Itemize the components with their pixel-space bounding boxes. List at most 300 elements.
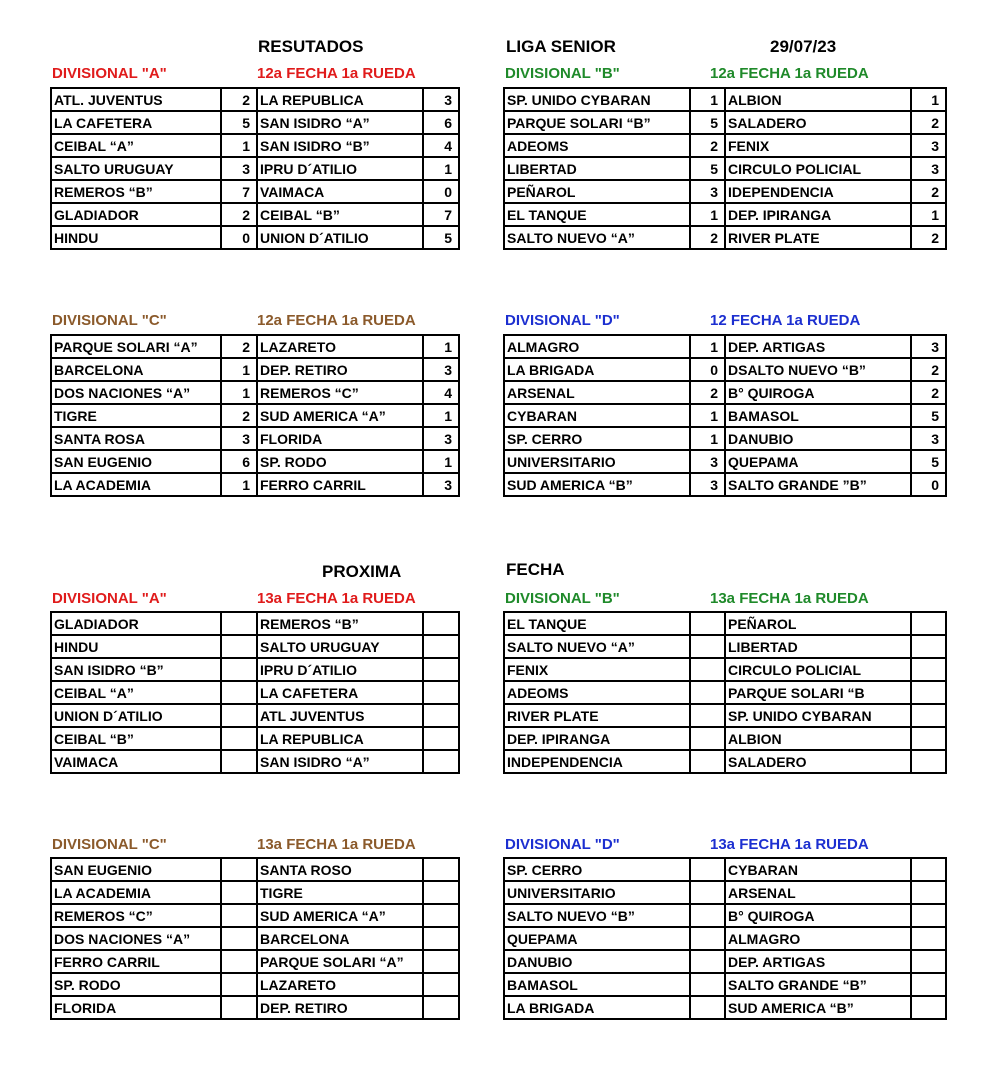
away-score: 1 [911, 203, 946, 226]
away-score: 2 [911, 358, 946, 381]
away-score [423, 727, 459, 750]
table-row [51, 134, 459, 157]
next-title-proxima: PROXIMA [322, 562, 402, 581]
next-b-division-heading: DIVISIONAL "B" [505, 590, 620, 607]
home-score: 1 [690, 88, 725, 111]
table-row [504, 612, 946, 635]
next-c-fecha-heading: 13a FECHA 1a RUEDA [257, 836, 416, 853]
home-score [221, 635, 257, 658]
away-score: 3 [423, 358, 459, 381]
away-team: ALBION [725, 88, 911, 111]
home-team: RIVER PLATE [504, 704, 690, 727]
away-score [423, 635, 459, 658]
away-score: 3 [423, 88, 459, 111]
table-row [504, 450, 946, 473]
home-team: DOS NACIONES “A” [51, 381, 221, 404]
home-score: 2 [221, 404, 257, 427]
table-row [504, 950, 946, 973]
home-score [221, 612, 257, 635]
away-score [911, 904, 946, 927]
home-score [221, 996, 257, 1019]
home-team: SAN EUGENIO [51, 450, 221, 473]
page-date: 29/07/23 [770, 37, 837, 56]
home-team: LA ACADEMIA [51, 881, 221, 904]
next-c-division-heading: DIVISIONAL "C" [52, 836, 167, 853]
away-team: SALTO GRANDE ”B” [725, 473, 911, 496]
results-d-fecha-heading: 12 FECHA 1a RUEDA [710, 312, 861, 329]
home-team: UNIVERSITARIO [504, 881, 690, 904]
table-row [51, 381, 459, 404]
home-score: 1 [690, 335, 725, 358]
away-score: 3 [423, 473, 459, 496]
table-row [51, 750, 459, 773]
results-a-match-table [50, 87, 460, 250]
home-team: DEP. IPIRANGA [504, 727, 690, 750]
home-score [690, 881, 725, 904]
home-team: CEIBAL “A” [51, 681, 221, 704]
away-team: DEP. ARTIGAS [725, 335, 911, 358]
table-row [51, 612, 459, 635]
results-c-fecha-heading: 12a FECHA 1a RUEDA [257, 312, 416, 329]
away-score [911, 881, 946, 904]
away-score: 4 [423, 134, 459, 157]
home-score [221, 658, 257, 681]
home-score [221, 750, 257, 773]
away-team: SAN ISIDRO “A” [257, 750, 423, 773]
table-row [51, 335, 459, 358]
away-score: 3 [911, 335, 946, 358]
table-row [504, 904, 946, 927]
away-score [911, 658, 946, 681]
results-a-division-heading: DIVISIONAL "A" [52, 65, 167, 82]
results-a-fecha-heading: 12a FECHA 1a RUEDA [257, 65, 416, 82]
home-score [690, 658, 725, 681]
home-score: 1 [690, 404, 725, 427]
away-team: SP. UNIDO CYBARAN [725, 704, 911, 727]
next-a-division-heading: DIVISIONAL "A" [52, 590, 167, 607]
results-d-division-heading: DIVISIONAL "D" [505, 312, 620, 329]
home-score: 5 [690, 111, 725, 134]
away-score [423, 996, 459, 1019]
home-score [690, 996, 725, 1019]
home-score: 2 [221, 88, 257, 111]
results-c-match-table [50, 334, 460, 497]
table-row [504, 404, 946, 427]
away-score [423, 750, 459, 773]
away-team: PEÑAROL [725, 612, 911, 635]
table-row [51, 858, 459, 881]
home-team: SP. RODO [51, 973, 221, 996]
page-title-liga: LIGA SENIOR [506, 37, 616, 56]
home-score: 3 [690, 473, 725, 496]
home-team: SAN EUGENIO [51, 858, 221, 881]
home-score [221, 858, 257, 881]
away-score: 5 [423, 226, 459, 249]
home-score [221, 904, 257, 927]
table-row [51, 88, 459, 111]
table-row [504, 973, 946, 996]
home-team: SAN ISIDRO “B” [51, 658, 221, 681]
table-row [51, 203, 459, 226]
table-row [504, 157, 946, 180]
next-d-fecha-heading: 13a FECHA 1a RUEDA [710, 836, 869, 853]
home-score: 3 [690, 450, 725, 473]
home-team: PARQUE SOLARI “B” [504, 111, 690, 134]
home-score [221, 927, 257, 950]
home-team: SALTO URUGUAY [51, 157, 221, 180]
away-team: DEP. RETIRO [257, 358, 423, 381]
away-score [423, 681, 459, 704]
away-score [911, 612, 946, 635]
table-row [504, 335, 946, 358]
table-row [51, 927, 459, 950]
table-row [51, 180, 459, 203]
away-team: SAN ISIDRO “A” [257, 111, 423, 134]
away-score [911, 635, 946, 658]
away-score [423, 612, 459, 635]
away-score: 1 [423, 404, 459, 427]
home-team: SUD AMERICA “B” [504, 473, 690, 496]
results-c-division-heading: DIVISIONAL "C" [52, 312, 167, 329]
home-team: LA CAFETERA [51, 111, 221, 134]
home-team: UNIVERSITARIO [504, 450, 690, 473]
away-score [423, 973, 459, 996]
table-row [504, 750, 946, 773]
home-team: CEIBAL “A” [51, 134, 221, 157]
away-score [911, 973, 946, 996]
home-score: 1 [690, 427, 725, 450]
table-row [51, 681, 459, 704]
away-team: IPRU D´ATILIO [257, 157, 423, 180]
away-score [423, 658, 459, 681]
home-score: 5 [690, 157, 725, 180]
away-score [423, 704, 459, 727]
away-team: LIBERTAD [725, 635, 911, 658]
away-team: ALMAGRO [725, 927, 911, 950]
home-team: PEÑAROL [504, 180, 690, 203]
next-c-match-table [50, 857, 460, 1020]
table-row [51, 704, 459, 727]
home-team: HINDU [51, 635, 221, 658]
home-team: ATL. JUVENTUS [51, 88, 221, 111]
home-score [690, 612, 725, 635]
home-score [221, 881, 257, 904]
away-score: 0 [423, 180, 459, 203]
home-team: REMEROS “B” [51, 180, 221, 203]
away-team: BAMASOL [725, 404, 911, 427]
away-score: 3 [911, 427, 946, 450]
table-row [504, 88, 946, 111]
home-score: 2 [221, 203, 257, 226]
away-score: 5 [911, 404, 946, 427]
away-team: REMEROS “B” [257, 612, 423, 635]
table-row [51, 904, 459, 927]
table-row [504, 635, 946, 658]
home-score [690, 927, 725, 950]
table-row [504, 180, 946, 203]
table-row [51, 881, 459, 904]
away-score: 3 [423, 427, 459, 450]
home-team: PARQUE SOLARI “A” [51, 335, 221, 358]
next-a-fecha-heading: 13a FECHA 1a RUEDA [257, 590, 416, 607]
away-team: CYBARAN [725, 858, 911, 881]
home-team: UNION D´ATILIO [51, 704, 221, 727]
home-team: DANUBIO [504, 950, 690, 973]
home-score [690, 904, 725, 927]
away-team: SALADERO [725, 750, 911, 773]
home-team: LA ACADEMIA [51, 473, 221, 496]
away-team: SP. RODO [257, 450, 423, 473]
away-score: 1 [423, 450, 459, 473]
away-team: QUEPAMA [725, 450, 911, 473]
home-score: 1 [221, 473, 257, 496]
home-score: 2 [690, 134, 725, 157]
results-b-division-heading: DIVISIONAL "B" [505, 65, 620, 82]
home-score: 0 [690, 358, 725, 381]
home-score [690, 973, 725, 996]
away-team: SALTO GRANDE “B” [725, 973, 911, 996]
away-score: 5 [911, 450, 946, 473]
away-score [911, 750, 946, 773]
home-team: TIGRE [51, 404, 221, 427]
next-d-match-table [503, 857, 947, 1020]
table-row [51, 226, 459, 249]
home-team: SP. UNIDO CYBARAN [504, 88, 690, 111]
home-team: FERRO CARRIL [51, 950, 221, 973]
away-team: LAZARETO [257, 335, 423, 358]
away-team: FLORIDA [257, 427, 423, 450]
home-score [690, 750, 725, 773]
home-team: ADEOMS [504, 681, 690, 704]
away-team: LA CAFETERA [257, 681, 423, 704]
away-team: BARCELONA [257, 927, 423, 950]
away-team: SANTA ROSO [257, 858, 423, 881]
home-team: VAIMACA [51, 750, 221, 773]
away-team: IPRU D´ATILIO [257, 658, 423, 681]
table-row [504, 203, 946, 226]
away-score: 4 [423, 381, 459, 404]
table-row [504, 473, 946, 496]
away-team: ATL JUVENTUS [257, 704, 423, 727]
table-row [504, 681, 946, 704]
away-team: SALADERO [725, 111, 911, 134]
next-b-match-table [503, 611, 947, 774]
home-team: REMEROS “C” [51, 904, 221, 927]
home-score [221, 727, 257, 750]
table-row [504, 358, 946, 381]
away-score [911, 681, 946, 704]
page-title-resultados: RESUTADOS [258, 37, 364, 56]
away-score: 3 [911, 157, 946, 180]
away-score [423, 881, 459, 904]
home-team: LA BRIGADA [504, 996, 690, 1019]
table-row [51, 950, 459, 973]
away-team: FERRO CARRIL [257, 473, 423, 496]
away-team: LA REPUBLICA [257, 727, 423, 750]
home-team: HINDU [51, 226, 221, 249]
table-row [504, 427, 946, 450]
away-team: PARQUE SOLARI “A” [257, 950, 423, 973]
away-score [423, 904, 459, 927]
away-team: ALBION [725, 727, 911, 750]
away-score: 7 [423, 203, 459, 226]
away-score [911, 704, 946, 727]
away-team: LAZARETO [257, 973, 423, 996]
table-row [51, 635, 459, 658]
away-score [423, 927, 459, 950]
home-team: EL TANQUE [504, 203, 690, 226]
away-team: SUD AMERICA “A” [257, 404, 423, 427]
away-score: 1 [423, 157, 459, 180]
home-score: 1 [221, 381, 257, 404]
home-team: DOS NACIONES “A” [51, 927, 221, 950]
table-row [51, 450, 459, 473]
away-score [423, 858, 459, 881]
away-score: 1 [911, 88, 946, 111]
away-team: FENIX [725, 134, 911, 157]
away-score [911, 927, 946, 950]
table-row [51, 973, 459, 996]
home-score [690, 635, 725, 658]
home-team: INDEPENDENCIA [504, 750, 690, 773]
home-score [221, 681, 257, 704]
table-row [51, 358, 459, 381]
home-team: FLORIDA [51, 996, 221, 1019]
away-score: 2 [911, 381, 946, 404]
away-team: TIGRE [257, 881, 423, 904]
away-team: SALTO URUGUAY [257, 635, 423, 658]
results-b-fecha-heading: 12a FECHA 1a RUEDA [710, 65, 869, 82]
table-row [504, 111, 946, 134]
away-team: DEP. IPIRANGA [725, 203, 911, 226]
table-row [504, 134, 946, 157]
home-score: 1 [221, 134, 257, 157]
away-score: 3 [911, 134, 946, 157]
home-team: LA BRIGADA [504, 358, 690, 381]
home-score: 2 [690, 381, 725, 404]
next-title-fecha: FECHA [506, 560, 565, 579]
away-team: RIVER PLATE [725, 226, 911, 249]
away-team: CIRCULO POLICIAL [725, 658, 911, 681]
away-team: VAIMACA [257, 180, 423, 203]
home-score [690, 704, 725, 727]
home-team: SALTO NUEVO “B” [504, 904, 690, 927]
away-team: SUD AMERICA “B” [725, 996, 911, 1019]
table-row [504, 226, 946, 249]
table-row [51, 727, 459, 750]
home-team: LIBERTAD [504, 157, 690, 180]
home-team: BARCELONA [51, 358, 221, 381]
results-b-match-table [503, 87, 947, 250]
away-team: CIRCULO POLICIAL [725, 157, 911, 180]
home-score: 1 [690, 203, 725, 226]
next-b-fecha-heading: 13a FECHA 1a RUEDA [710, 590, 869, 607]
away-team: LA REPUBLICA [257, 88, 423, 111]
away-score [911, 727, 946, 750]
away-score [423, 950, 459, 973]
home-score: 6 [221, 450, 257, 473]
away-team: UNION D´ATILIO [257, 226, 423, 249]
home-score [690, 681, 725, 704]
home-team: BAMASOL [504, 973, 690, 996]
away-team: DEP. RETIRO [257, 996, 423, 1019]
away-team: IDEPENDENCIA [725, 180, 911, 203]
home-score: 3 [690, 180, 725, 203]
away-team: DSALTO NUEVO “B” [725, 358, 911, 381]
away-team: B° QUIROGA [725, 381, 911, 404]
home-score: 2 [221, 335, 257, 358]
table-row [504, 927, 946, 950]
home-score [221, 704, 257, 727]
table-row [504, 727, 946, 750]
home-team: GLADIADOR [51, 203, 221, 226]
home-score: 7 [221, 180, 257, 203]
table-row [51, 658, 459, 681]
home-score: 5 [221, 111, 257, 134]
home-team: CYBARAN [504, 404, 690, 427]
away-score [911, 858, 946, 881]
table-row [504, 996, 946, 1019]
home-team: EL TANQUE [504, 612, 690, 635]
away-team: ARSENAL [725, 881, 911, 904]
home-score [690, 950, 725, 973]
home-team: GLADIADOR [51, 612, 221, 635]
table-row [51, 996, 459, 1019]
away-score: 2 [911, 111, 946, 134]
away-team: CEIBAL “B” [257, 203, 423, 226]
home-score [221, 973, 257, 996]
away-team: DEP. ARTIGAS [725, 950, 911, 973]
away-score: 2 [911, 226, 946, 249]
away-team: DANUBIO [725, 427, 911, 450]
home-score [221, 950, 257, 973]
away-score: 2 [911, 180, 946, 203]
away-team: SAN ISIDRO “B” [257, 134, 423, 157]
home-team: ARSENAL [504, 381, 690, 404]
home-score [690, 727, 725, 750]
home-score [690, 858, 725, 881]
home-score: 0 [221, 226, 257, 249]
table-row [504, 658, 946, 681]
home-score: 3 [221, 157, 257, 180]
home-team: SALTO NUEVO “A” [504, 226, 690, 249]
home-team: SP. CERRO [504, 858, 690, 881]
home-score: 3 [221, 427, 257, 450]
away-score: 1 [423, 335, 459, 358]
table-row [51, 473, 459, 496]
table-row [504, 881, 946, 904]
away-team: SUD AMERICA “A” [257, 904, 423, 927]
away-team: PARQUE SOLARI “B [725, 681, 911, 704]
home-team: SP. CERRO [504, 427, 690, 450]
home-team: FENIX [504, 658, 690, 681]
home-team: CEIBAL “B” [51, 727, 221, 750]
table-row [504, 381, 946, 404]
away-score: 0 [911, 473, 946, 496]
home-team: SANTA ROSA [51, 427, 221, 450]
next-a-match-table [50, 611, 460, 774]
home-team: QUEPAMA [504, 927, 690, 950]
results-d-match-table [503, 334, 947, 497]
table-row [51, 111, 459, 134]
away-score [911, 950, 946, 973]
table-row [51, 404, 459, 427]
away-team: REMEROS “C” [257, 381, 423, 404]
next-d-division-heading: DIVISIONAL "D" [505, 836, 620, 853]
table-row [51, 157, 459, 180]
away-score [911, 996, 946, 1019]
table-row [51, 427, 459, 450]
